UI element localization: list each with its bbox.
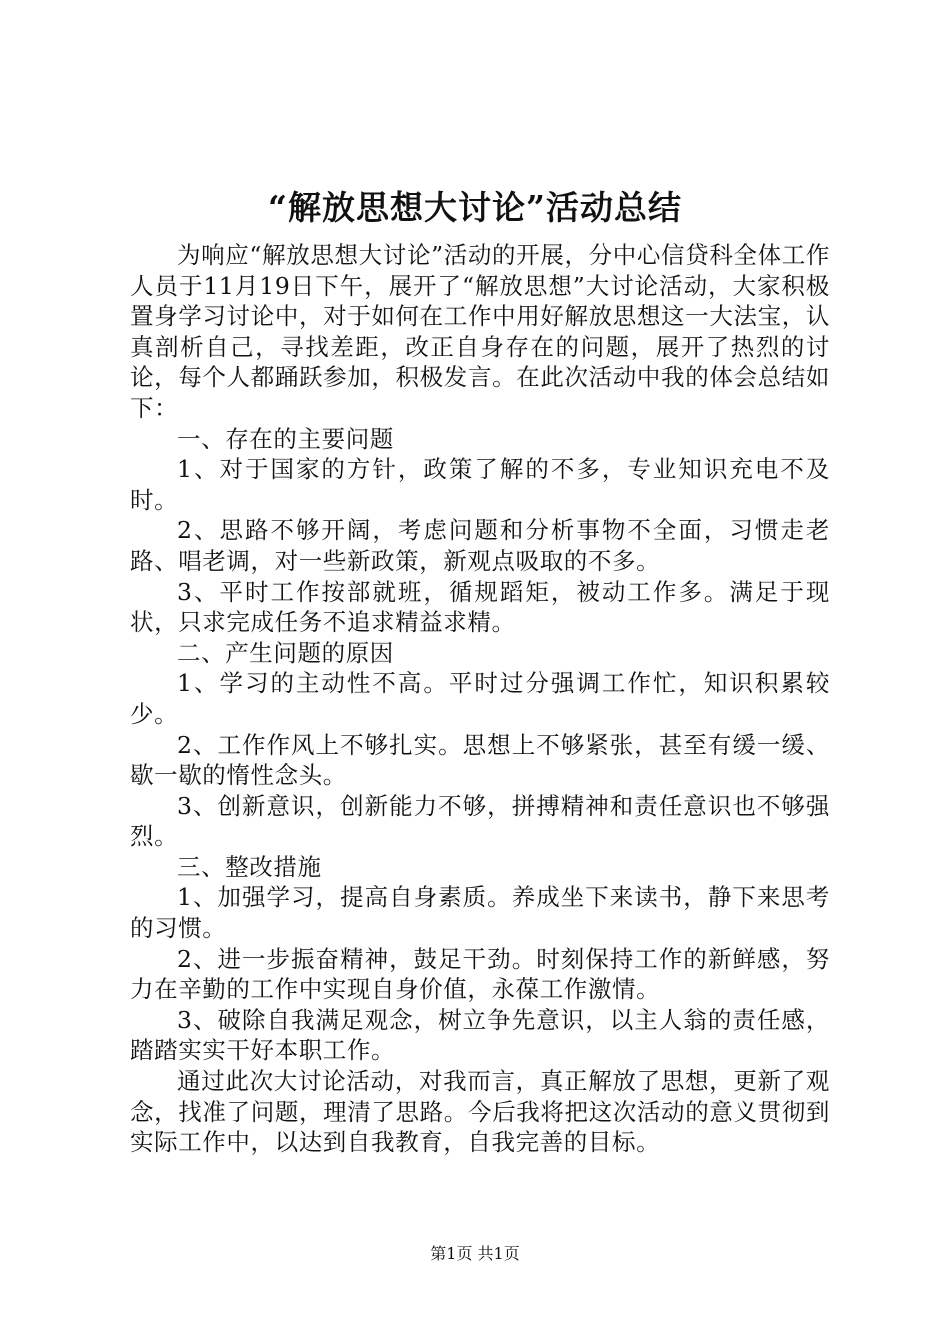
section-heading-problems: 一、存在的主要问题 xyxy=(177,424,394,453)
problem-item-2: 2、思路不够开阔，考虑问题和分析事物不全面，习惯走老路、唱老调，对一些新政策，新观点吸取的不多。 xyxy=(130,516,830,575)
measure-item-1: 1、加强学习，提高自身素质。养成坐下来读书，静下来思考的习惯。 xyxy=(130,883,830,943)
cause-item-1: 1、学习的主动性不高。平时过分强调工作忙，知识积累较少。 xyxy=(130,669,830,728)
document-body xyxy=(130,240,830,1158)
section-heading-measures: 三、整改措施 xyxy=(177,852,322,881)
problem-item-1: 1、对于国家的方针，政策了解的不多，专业知识充电不及时。 xyxy=(130,455,830,514)
document-title: “解放思想大讨论”活动总结 xyxy=(268,188,682,227)
problem-item-3: 3、平时工作按部就班，循规蹈矩，被动工作多。满足于现状，只求完成任务不追求精益求精。 xyxy=(130,577,830,637)
cause-item-2: 2、工作作风上不够扎实。思想上不够紧张，甚至有缓一缓、歇一歇的惰性念头。 xyxy=(130,730,830,790)
cause-item-3: 3、创新意识，创新能力不够，拼搏精神和责任意识也不够强烈。 xyxy=(130,791,830,851)
page-footer: 第1页 共1页 xyxy=(430,1244,520,1263)
measure-item-3: 3、破除自我满足观念，树立争先意识，以主人翁的责任感，踏踏实实干好本职工作。 xyxy=(130,1005,830,1065)
conclusion-paragraph: 通过此次大讨论活动，对我而言，真正解放了思想，更新了观念，找准了问题，理清了思路。今后我将把这次活动的意义贯彻到实际工作中，以达到自我教育，自我完善的目标。 xyxy=(130,1067,830,1157)
measure-item-2: 2、进一步振奋精神，鼓足干劲。时刻保持工作的新鲜感，努力在辛勤的工作中实现自身价值，永葆工作激情。 xyxy=(130,944,830,1004)
intro-paragraph: 为响应“解放思想大讨论”活动的开展，分中心信贷科全体工作人员于11月19日下午，展开了“解放思想”大讨论活动，大家积极置身学习讨论中，对于如何在工作中用好解放思想这一大法宝，认真剖析自己，寻找差距，改正自身存在的问题，展开了热烈的讨论，每个人都踊跃参加，积极发言。在此次活动中我的体会总结如下： xyxy=(130,241,830,422)
section-heading-causes: 二、产生问题的原因 xyxy=(177,638,394,667)
